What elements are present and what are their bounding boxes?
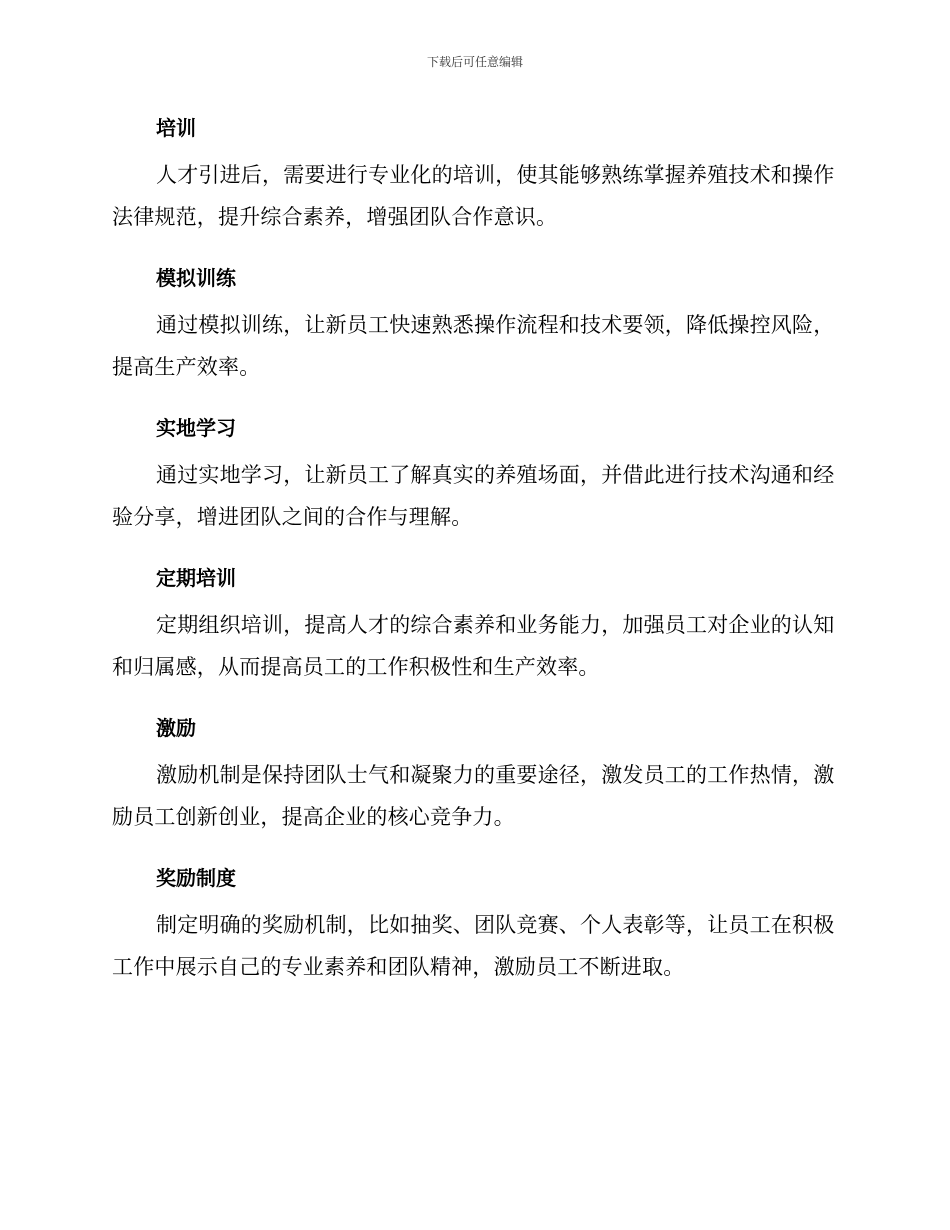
section-paragraph: 人才引进后，需要进行专业化的培训，使其能够熟练掌握养殖技术和操作法律规范，提升综合素养，增强团队合作意识。 [112,163,835,229]
section-simulation-training [112,258,837,388]
section-reward-system [112,858,837,988]
section-heading: 模拟训练 [156,266,236,290]
section-training [112,108,837,238]
section-paragraph: 定期组织培训，提高人才的综合素养和业务能力，加强员工对企业的认知和归属感，从而提高员工的工作积极性和生产效率。 [112,613,835,679]
section-paragraph: 激励机制是保持团队士气和凝聚力的重要途径，激发员工的工作热情，激励员工创新创业，提高企业的核心竞争力。 [112,763,835,829]
section-incentive [112,708,837,838]
section-paragraph: 制定明确的奖励机制，比如抽奖、团队竞赛、个人表彰等，让员工在积极工作中展示自己的专业素养和团队精神，激励员工不断进取。 [112,913,835,979]
page-header: 下载后可任意编辑 [426,55,523,69]
section-heading: 实地学习 [156,416,236,440]
section-paragraph: 通过实地学习，让新员工了解真实的养殖场面，并借此进行技术沟通和经验分享，增进团队之间的合作与理解。 [112,463,835,529]
section-heading: 培训 [156,116,196,140]
section-field-learning [112,408,837,538]
section-regular-training [112,558,837,688]
section-heading: 激励 [156,716,196,740]
section-paragraph: 通过模拟训练，让新员工快速熟悉操作流程和技术要领，降低操控风险，提高生产效率。 [112,313,835,379]
document-body [112,108,837,1008]
section-heading: 奖励制度 [156,866,236,890]
section-heading: 定期培训 [156,566,236,590]
